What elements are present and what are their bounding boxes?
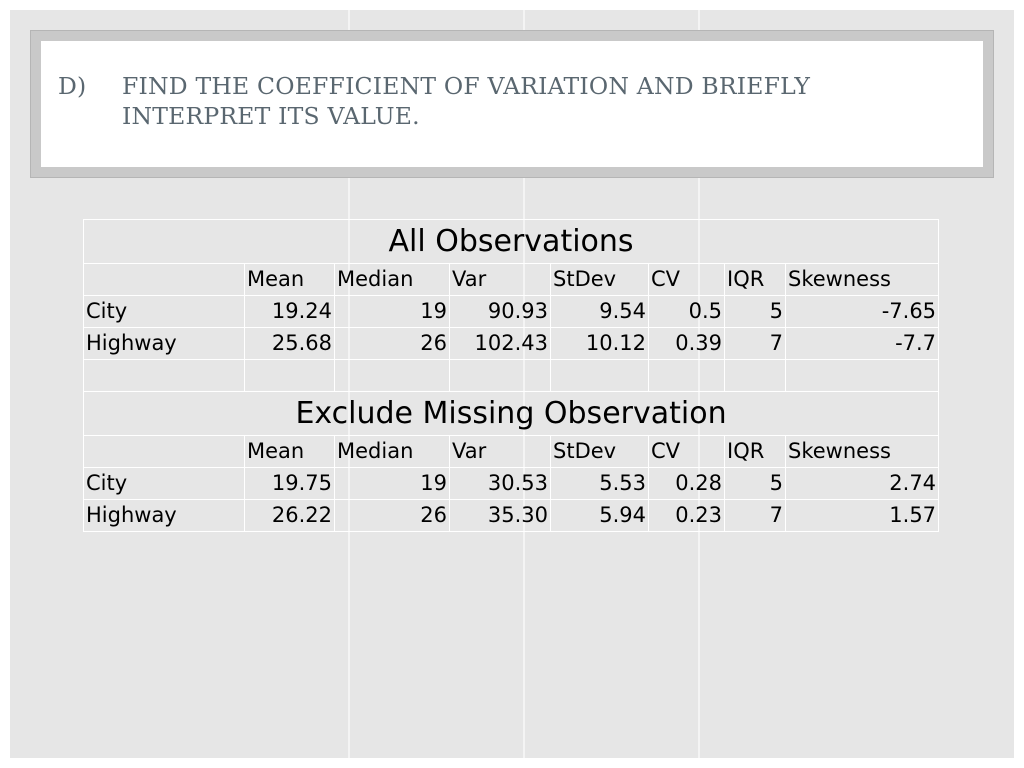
- empty-cell: [84, 436, 245, 468]
- empty-cell: [649, 360, 725, 392]
- empty-cell: [335, 360, 450, 392]
- empty-cell: [84, 360, 245, 392]
- column-header: Median: [335, 436, 450, 468]
- table-cell: 5.94: [551, 500, 649, 532]
- table-cell: 0.23: [649, 500, 725, 532]
- table-cell: 2.74: [786, 468, 939, 500]
- column-header: IQR: [725, 264, 786, 296]
- column-header: Skewness: [786, 264, 939, 296]
- table-cell: 102.43: [450, 328, 551, 360]
- section-title: Exclude Missing Observation: [84, 392, 939, 436]
- table-cell: 19: [335, 468, 450, 500]
- table-cell: 7: [725, 328, 786, 360]
- table-cell: 26.22: [245, 500, 335, 532]
- empty-cell: [245, 360, 335, 392]
- title-box: [41, 41, 983, 167]
- column-header: Mean: [245, 264, 335, 296]
- title-number: D): [58, 72, 87, 100]
- table-cell: 90.93: [450, 296, 551, 328]
- table-cell: 30.53: [450, 468, 551, 500]
- table-row: [84, 296, 939, 328]
- empty-cell: [450, 360, 551, 392]
- table-cell: -7.65: [786, 296, 939, 328]
- title-frame: [30, 30, 994, 178]
- section-title-row: [84, 392, 939, 436]
- table-cell: 5.53: [551, 468, 649, 500]
- table-cell: 25.68: [245, 328, 335, 360]
- column-header: CV: [649, 264, 725, 296]
- column-header: IQR: [725, 436, 786, 468]
- column-header: Var: [450, 436, 551, 468]
- column-header: Mean: [245, 436, 335, 468]
- table-row: [84, 328, 939, 360]
- table-cell: 5: [725, 296, 786, 328]
- spacer-row: [84, 360, 939, 392]
- row-label: City: [84, 296, 245, 328]
- empty-cell: [786, 360, 939, 392]
- header-row: [84, 264, 939, 296]
- table-cell: 5: [725, 468, 786, 500]
- column-header: StDev: [551, 264, 649, 296]
- header-row: [84, 436, 939, 468]
- table-cell: 10.12: [551, 328, 649, 360]
- section-title-row: [84, 220, 939, 264]
- title-text: FIND THE COEFFICIENT OF VARIATION AND BRIEFLY INTERPRET ITS VALUE.: [122, 72, 811, 130]
- table-cell: 7: [725, 500, 786, 532]
- table-cell: 26: [335, 500, 450, 532]
- table-cell: 0.5: [649, 296, 725, 328]
- table-cell: 35.30: [450, 500, 551, 532]
- table-cell: 19.24: [245, 296, 335, 328]
- empty-cell: [551, 360, 649, 392]
- slide-title: [58, 71, 953, 131]
- table-cell: -7.7: [786, 328, 939, 360]
- table-cell: 26: [335, 328, 450, 360]
- empty-cell: [84, 264, 245, 296]
- section-title: All Observations: [84, 220, 939, 264]
- table-cell: 1.57: [786, 500, 939, 532]
- table-cell: 0.28: [649, 468, 725, 500]
- statistics-table: [83, 219, 939, 532]
- column-header: StDev: [551, 436, 649, 468]
- column-header: Var: [450, 264, 551, 296]
- column-header: Median: [335, 264, 450, 296]
- empty-cell: [725, 360, 786, 392]
- table-cell: 19: [335, 296, 450, 328]
- row-label: City: [84, 468, 245, 500]
- table-cell: 9.54: [551, 296, 649, 328]
- column-header: Skewness: [786, 436, 939, 468]
- table-row: [84, 500, 939, 532]
- table-cell: 19.75: [245, 468, 335, 500]
- row-label: Highway: [84, 500, 245, 532]
- row-label: Highway: [84, 328, 245, 360]
- column-header: CV: [649, 436, 725, 468]
- table-cell: 0.39: [649, 328, 725, 360]
- table-row: [84, 468, 939, 500]
